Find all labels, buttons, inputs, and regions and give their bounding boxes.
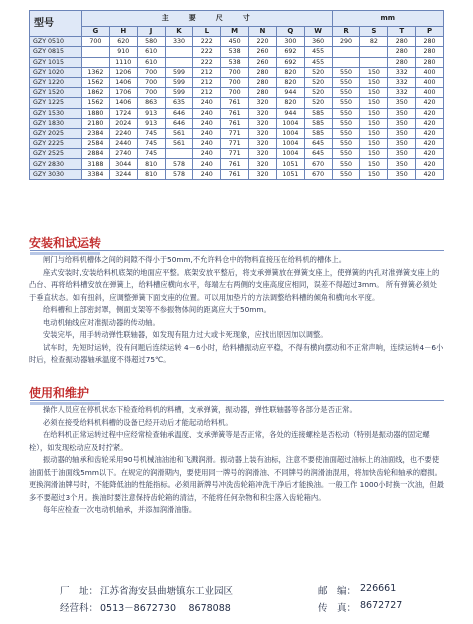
table-cell: 420 (416, 128, 444, 138)
table-cell: 3244 (109, 169, 137, 179)
model-cell: GZY 0815 (30, 47, 82, 57)
table-cell: 280 (388, 57, 416, 67)
table-cell: 150 (360, 149, 388, 159)
column-header: S (360, 27, 388, 37)
table-cell: 550 (332, 149, 360, 159)
table-row (30, 57, 444, 67)
table-cell: 3384 (82, 169, 110, 179)
table-row (30, 67, 444, 77)
table-cell: 1004 (276, 118, 304, 128)
table-cell: 550 (332, 169, 360, 179)
table-cell: 350 (388, 108, 416, 118)
table-row (30, 47, 444, 57)
model-cell: GZY 1530 (30, 108, 82, 118)
table-cell: 240 (193, 118, 221, 128)
table-cell (165, 57, 193, 67)
table-cell: 150 (360, 108, 388, 118)
table-cell: 2440 (109, 139, 137, 149)
table-cell: 350 (388, 98, 416, 108)
table-cell: 450 (221, 37, 249, 47)
table-cell: 2584 (82, 139, 110, 149)
table-cell: 420 (416, 159, 444, 169)
table-cell: 700 (82, 37, 110, 47)
table-cell: 420 (416, 98, 444, 108)
table-cell: 220 (249, 37, 277, 47)
table-cell: 150 (360, 118, 388, 128)
table-cell (165, 47, 193, 57)
table-cell: 761 (221, 118, 249, 128)
column-header: K (165, 27, 193, 37)
table-cell: 646 (165, 108, 193, 118)
column-header: J (137, 27, 165, 37)
column-header: H (109, 27, 137, 37)
table-cell: 260 (249, 47, 277, 57)
table-cell: 150 (360, 169, 388, 179)
table-cell: 320 (249, 139, 277, 149)
table-cell: 280 (388, 37, 416, 47)
table-row (30, 88, 444, 98)
table-cell: 150 (360, 67, 388, 77)
table-cell: 150 (360, 98, 388, 108)
table-cell: 620 (109, 37, 137, 47)
table-row (30, 37, 444, 47)
table-cell (82, 47, 110, 57)
table-cell: 745 (137, 139, 165, 149)
table-cell: 420 (416, 139, 444, 149)
table-cell: 745 (137, 149, 165, 159)
table-cell: 585 (304, 108, 332, 118)
table-cell: 150 (360, 77, 388, 87)
table-cell: 645 (304, 139, 332, 149)
table-cell (165, 149, 193, 159)
column-header-row (30, 27, 444, 37)
table-cell: 2384 (82, 128, 110, 138)
table-cell: 700 (221, 67, 249, 77)
table-row (30, 77, 444, 87)
table-cell: 610 (137, 47, 165, 57)
table-cell: 240 (193, 98, 221, 108)
table-cell: 670 (304, 169, 332, 179)
table-cell: 700 (221, 88, 249, 98)
install-title: 安装和试运转 (29, 236, 102, 250)
model-cell: GZY 1225 (30, 98, 82, 108)
postcode-value: 226661 (360, 583, 397, 594)
table-cell: 1862 (82, 88, 110, 98)
table-cell: 222 (193, 57, 221, 67)
column-header: N (249, 27, 277, 37)
paragraph: 必须在接受给料机料槽的设备已经开动后才能起动给料机。 (43, 417, 233, 427)
table-cell: 212 (193, 67, 221, 77)
column-header: M (221, 27, 249, 37)
model-header: 型号 (30, 11, 82, 37)
sales-phone: 0513－8672730 8678088 (100, 603, 231, 614)
table-cell: 1406 (109, 77, 137, 87)
table-cell: 2240 (109, 128, 137, 138)
table-cell: 1051 (276, 159, 304, 169)
table-cell: 360 (304, 37, 332, 47)
table-cell: 350 (388, 149, 416, 159)
table-cell: 150 (360, 128, 388, 138)
table-cell: 420 (416, 169, 444, 179)
table-cell: 550 (332, 128, 360, 138)
table-cell: 550 (332, 88, 360, 98)
table-cell: 520 (304, 67, 332, 77)
paragraph: 安装完毕，用手转动弹性联轴器，如发现有阻力过大或卡死现象，应找出原因加以调整。 (43, 330, 328, 339)
table-cell: 578 (165, 169, 193, 179)
table-cell: 578 (165, 159, 193, 169)
table-cell: 692 (276, 57, 304, 67)
model-cell: GZY 3030 (30, 169, 82, 179)
table-cell: 290 (332, 37, 360, 47)
table-cell: 646 (165, 118, 193, 128)
model-cell: GZY 1020 (30, 67, 82, 77)
table-cell: 944 (276, 88, 304, 98)
table-cell: 2740 (109, 149, 137, 159)
table-cell: 332 (388, 67, 416, 77)
fax-value: 8672727 (360, 600, 403, 611)
table-cell: 580 (137, 37, 165, 47)
table-row (30, 159, 444, 169)
table-cell: 771 (221, 149, 249, 159)
table-cell: 260 (249, 57, 277, 67)
table-cell: 538 (221, 57, 249, 67)
table-cell: 400 (416, 88, 444, 98)
table-cell: 320 (249, 128, 277, 138)
table-cell: 82 (360, 37, 388, 47)
paragraph: 操作人员应在停机状态下检查给料机的料槽，支承弹簧，振动器，弹性联轴器等各部分是否正常。 (43, 405, 357, 414)
table-cell: 913 (137, 118, 165, 128)
table-cell: 635 (165, 98, 193, 108)
table-cell: 320 (249, 108, 277, 118)
table-cell: 240 (193, 149, 221, 159)
table-row (30, 108, 444, 118)
table-row (30, 139, 444, 149)
table-cell: 350 (388, 159, 416, 169)
table-cell: 820 (276, 98, 304, 108)
column-header: P (416, 27, 444, 37)
table-cell (332, 47, 360, 57)
table-cell: 761 (221, 108, 249, 118)
table-cell: 1004 (276, 149, 304, 159)
model-cell: GZY 2225 (30, 139, 82, 149)
model-cell: GZY 2830 (30, 159, 82, 169)
factory-address: 江苏省海安县曲塘镇东工业园区 (100, 586, 234, 597)
table-cell: 455 (304, 47, 332, 57)
table-cell: 700 (137, 88, 165, 98)
column-header: R (332, 27, 360, 37)
table-cell: 1362 (82, 67, 110, 77)
table-cell: 599 (165, 77, 193, 87)
table-cell: 420 (416, 108, 444, 118)
table-cell: 692 (276, 47, 304, 57)
table-cell: 330 (165, 37, 193, 47)
paragraph: 给料槽和上部密封罩，侧面支架等不参振物体间的距离应大于50mm。 (43, 305, 271, 314)
model-cell: GZY 1220 (30, 77, 82, 87)
table-cell: 222 (193, 37, 221, 47)
paragraph: 振动器的轴承和齿轮采用90号机械油油池和飞溅润滑。振动器上装有油标，注意不要使油面超过油标上的油面线，也不要使油面低于油面线5mm以下。在规定的润滑期内，要使用同一牌号的润滑油、不同牌号的润滑油混用，将加快齿轮和轴承的磨损。更换润滑油牌号时，不能降低油的性能指标。必须用新牌号冲洗齿轮箱冲洗干净后才能换油。一般工作 1000小时换一次油，但最多不要超过3个月。换油时要注意保持齿轮箱的清洁，不能将任何杂物和积尘落入齿轮箱内。 (29, 455, 444, 502)
table-cell: 240 (193, 108, 221, 118)
table-cell: 2024 (109, 118, 137, 128)
table-cell: 300 (276, 37, 304, 47)
paragraph: 座式安装时,安装给料机底架的地面应平整。底架安放平整后，将支承弹簧放在弹簧支座上，使弹簧的内孔对准弹簧支座上的凸台、再将给料槽安放在弹簧上，给料槽应横向水平，每端左右两侧的支座高度应相同，误差不得超过3mm。 所有弹簧必须处于垂直状态。如有扭斜，应调整弹簧下面支座的位置。可以用加垫片的方法调整给料槽的倾角和横向水平度。 (29, 267, 440, 302)
table-row (30, 118, 444, 128)
table-cell: 455 (304, 57, 332, 67)
table-cell (332, 57, 360, 67)
table-cell: 280 (388, 47, 416, 57)
table-cell: 332 (388, 77, 416, 87)
table-cell: 2884 (82, 149, 110, 159)
table-cell: 1004 (276, 128, 304, 138)
table-cell: 700 (221, 77, 249, 87)
table-cell: 1004 (276, 139, 304, 149)
table-cell: 538 (221, 47, 249, 57)
table-cell: 761 (221, 169, 249, 179)
table-cell: 150 (360, 88, 388, 98)
fax-label: 传 真： (318, 603, 357, 614)
table-cell: 1206 (109, 67, 137, 77)
table-cell: 585 (304, 128, 332, 138)
unit-header: mm (332, 11, 443, 27)
table-cell: 1724 (109, 108, 137, 118)
table-cell: 550 (332, 77, 360, 87)
table-cell: 771 (221, 139, 249, 149)
table-cell: 1706 (109, 88, 137, 98)
table-cell: 1562 (82, 98, 110, 108)
table-cell: 810 (137, 159, 165, 169)
table-cell: 820 (276, 67, 304, 77)
table-cell: 550 (332, 159, 360, 169)
table-cell: 645 (304, 149, 332, 159)
table-cell: 350 (388, 169, 416, 179)
table-cell: 280 (249, 88, 277, 98)
table-cell: 320 (249, 159, 277, 169)
model-cell: GZY 1015 (30, 57, 82, 67)
table-cell: 700 (137, 67, 165, 77)
table-cell: 550 (332, 98, 360, 108)
table-cell: 1562 (82, 77, 110, 87)
table-cell (82, 57, 110, 67)
paragraph: 每年应检查一次电动机轴承，并添加润滑油脂。 (43, 505, 197, 514)
table-cell: 520 (304, 98, 332, 108)
table-cell: 280 (249, 67, 277, 77)
table-cell: 350 (388, 128, 416, 138)
table-cell: 240 (193, 128, 221, 138)
table-cell: 913 (137, 108, 165, 118)
table-cell: 550 (332, 118, 360, 128)
spec-table-body (30, 37, 444, 180)
table-cell: 561 (165, 128, 193, 138)
paragraph: 试车时，先短时运转，没有问题后连续运转 4－6小时，给料槽振动应平稳，不得有横向摆动和不正常声响，连续运转4－6小时后，检查振动器轴承温度不得超过75℃。 (29, 342, 444, 364)
table-cell: 820 (276, 77, 304, 87)
table-cell: 1880 (82, 108, 110, 118)
table-cell: 350 (388, 118, 416, 128)
table-cell: 1110 (109, 57, 137, 67)
factory-label: 厂 址： (60, 586, 99, 597)
table-cell: 810 (137, 169, 165, 179)
table-cell: 150 (360, 139, 388, 149)
table-row (30, 149, 444, 159)
table-cell (360, 47, 388, 57)
table-cell: 761 (221, 98, 249, 108)
table-cell: 1051 (276, 169, 304, 179)
table-cell: 550 (332, 108, 360, 118)
table-row (30, 98, 444, 108)
table-cell: 670 (304, 159, 332, 169)
table-cell: 745 (137, 128, 165, 138)
column-header: L (193, 27, 221, 37)
sales-label: 经营科： (60, 603, 99, 614)
maintenance-text (29, 404, 444, 517)
table-cell: 400 (416, 67, 444, 77)
table-cell: 1406 (109, 98, 137, 108)
table-cell: 700 (137, 77, 165, 87)
table-cell: 3044 (109, 159, 137, 169)
table-cell: 910 (109, 47, 137, 57)
model-cell: GZY 0510 (30, 37, 82, 47)
table-cell: 550 (332, 67, 360, 77)
spec-table (29, 10, 444, 180)
model-cell: GZY 2525 (30, 149, 82, 159)
group-header: 主 要 尺 寸 (82, 11, 333, 27)
table-cell: 599 (165, 88, 193, 98)
table-cell: 320 (249, 118, 277, 128)
table-cell: 420 (416, 149, 444, 159)
model-cell: GZY 2025 (30, 128, 82, 138)
table-cell: 420 (416, 118, 444, 128)
table-cell (360, 57, 388, 67)
table-cell: 561 (165, 139, 193, 149)
paragraph: 电动机轴线应对准振动器的传动轴。 (43, 317, 160, 327)
table-cell: 944 (276, 108, 304, 118)
table-cell: 863 (137, 98, 165, 108)
paragraph: 闸门与给料机槽体之间的间隙不得小于50mm,不允许料仓中的物料直接压在给料机的槽体上。 (43, 255, 347, 264)
column-header: Q (276, 27, 304, 37)
table-cell: 240 (193, 159, 221, 169)
table-cell: 599 (165, 67, 193, 77)
table-cell: 280 (416, 47, 444, 57)
postcode-label: 邮 编： (318, 586, 357, 597)
model-cell: GZY 1830 (30, 118, 82, 128)
table-cell: 320 (249, 98, 277, 108)
table-cell: 212 (193, 88, 221, 98)
column-header: G (82, 27, 110, 37)
table-cell: 222 (193, 47, 221, 57)
table-cell: 761 (221, 159, 249, 169)
table-cell: 332 (388, 88, 416, 98)
table-cell: 240 (193, 139, 221, 149)
table-cell: 520 (304, 88, 332, 98)
table-cell: 150 (360, 159, 388, 169)
table-cell: 585 (304, 118, 332, 128)
table-cell: 240 (193, 169, 221, 179)
table-cell: 610 (137, 57, 165, 67)
column-header: W (304, 27, 332, 37)
maintenance-title: 使用和维护 (29, 386, 90, 400)
table-cell: 280 (416, 57, 444, 67)
install-text (29, 254, 444, 367)
table-cell: 280 (416, 37, 444, 47)
table-cell: 350 (388, 139, 416, 149)
table-cell: 550 (332, 139, 360, 149)
table-cell: 2180 (82, 118, 110, 128)
table-cell: 771 (221, 128, 249, 138)
model-cell: GZY 1520 (30, 88, 82, 98)
table-cell: 520 (304, 77, 332, 87)
table-cell: 212 (193, 77, 221, 87)
table-row (30, 128, 444, 138)
table-cell: 400 (416, 77, 444, 87)
table-cell: 3188 (82, 159, 110, 169)
table-cell: 280 (249, 77, 277, 87)
table-cell: 320 (249, 169, 277, 179)
paragraph: 在给料机正常运转过程中应经常检查轴承温度、支承弹簧等是否正常，各处的连接螺栓是否松动（特别是振动器的固定螺栓），如发现松动应及时拧紧。 (29, 430, 430, 452)
column-header: T (388, 27, 416, 37)
table-cell: 320 (249, 149, 277, 159)
table-row (30, 169, 444, 179)
contact-footer (60, 583, 440, 617)
